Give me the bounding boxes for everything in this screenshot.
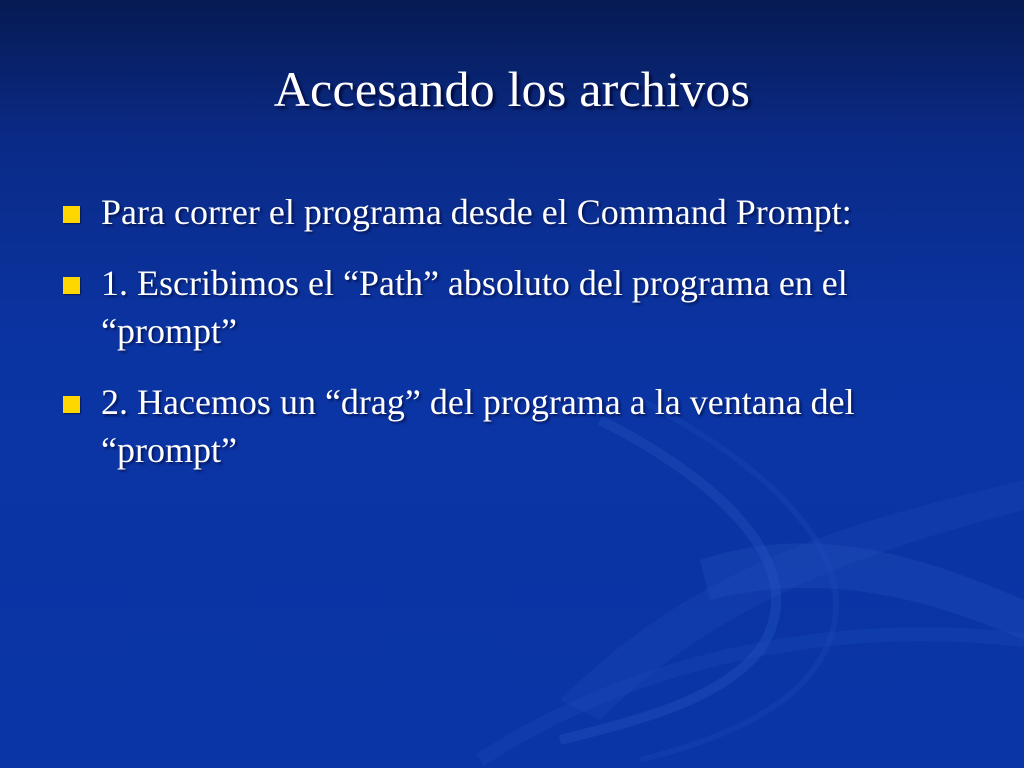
bullet-text: 2. Hacemos un “drag” del programa a la ventana del “prompt”	[101, 382, 855, 470]
square-bullet-icon	[63, 206, 80, 223]
bullet-item	[60, 378, 980, 474]
bullet-item	[60, 259, 980, 355]
bullet-text: 1. Escribimos el “Path” absoluto del programa en el “prompt”	[101, 263, 848, 351]
bullet-item	[60, 188, 980, 236]
bullet-text: Para correr el programa desde el Command Prompt:	[101, 192, 852, 232]
square-bullet-icon	[63, 277, 80, 294]
bullet-list	[60, 188, 980, 497]
square-bullet-icon	[63, 396, 80, 413]
slide-title: Accesando los archivos	[273, 61, 751, 117]
